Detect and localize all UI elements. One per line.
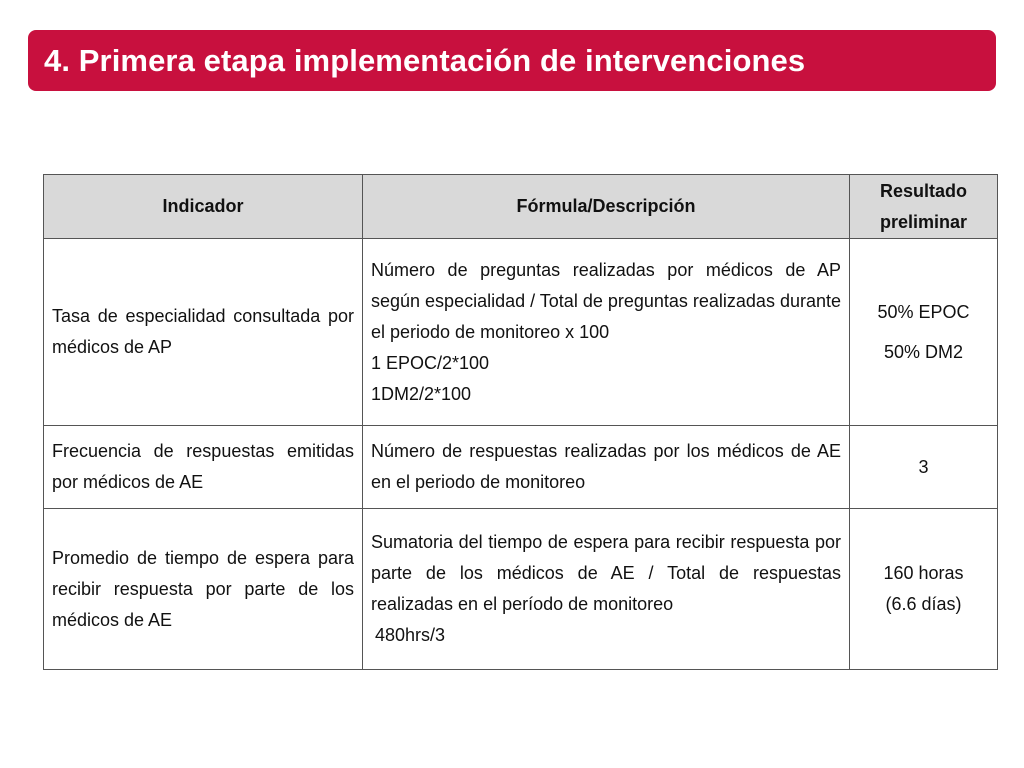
formula-extra: 480hrs/3 (375, 625, 446, 645)
result-value: 50% DM2 (883, 342, 964, 362)
formula-text: Número de preguntas realizadas por médicos de AP según especialidad / Total de preguntas realizadas durante el periodo de monitoreo x 100 (371, 259, 841, 342)
header-result-line2: preliminar (879, 211, 968, 232)
indicators-table (43, 174, 998, 670)
slide-title-bar (28, 30, 996, 91)
header-indicator: Indicador (44, 175, 363, 239)
formula-extra: 1DM2/2*100 (371, 383, 472, 404)
formula-cell (363, 239, 850, 426)
table-row (44, 426, 998, 509)
header-result (850, 175, 998, 239)
indicator-cell: Promedio de tiempo de espera para recibir respuesta por parte de los médicos de AE (44, 509, 363, 670)
indicator-cell: Tasa de especialidad consultada por médicos de AP (44, 239, 363, 426)
header-result-line1: Resultado (879, 180, 967, 201)
result-cell (850, 239, 998, 426)
indicator-cell: Frecuencia de respuestas emitidas por médicos de AE (44, 426, 363, 509)
formula-cell: Número de respuestas realizadas por los médicos de AE en el periodo de monitoreo (363, 426, 850, 509)
formula-text: Sumatoria del tiempo de espera para recibir respuesta por parte de los médicos de AE / Total de respuestas realizadas en el período de monitoreo (371, 532, 841, 614)
result-cell (850, 509, 998, 670)
formula-extra: 1 EPOC/2*100 (371, 352, 490, 373)
result-value: (6.6 días) (885, 594, 962, 614)
result-value: 160 horas (883, 563, 964, 583)
formula-cell (363, 509, 850, 670)
header-formula: Fórmula/Descripción (363, 175, 850, 239)
result-cell: 3 (850, 426, 998, 509)
table-row (44, 239, 998, 426)
result-value: 50% EPOC (877, 302, 970, 322)
table-row (44, 509, 998, 670)
slide-title: 4. Primera etapa implementación de intervenciones (44, 42, 806, 78)
table-header-row (44, 175, 998, 239)
